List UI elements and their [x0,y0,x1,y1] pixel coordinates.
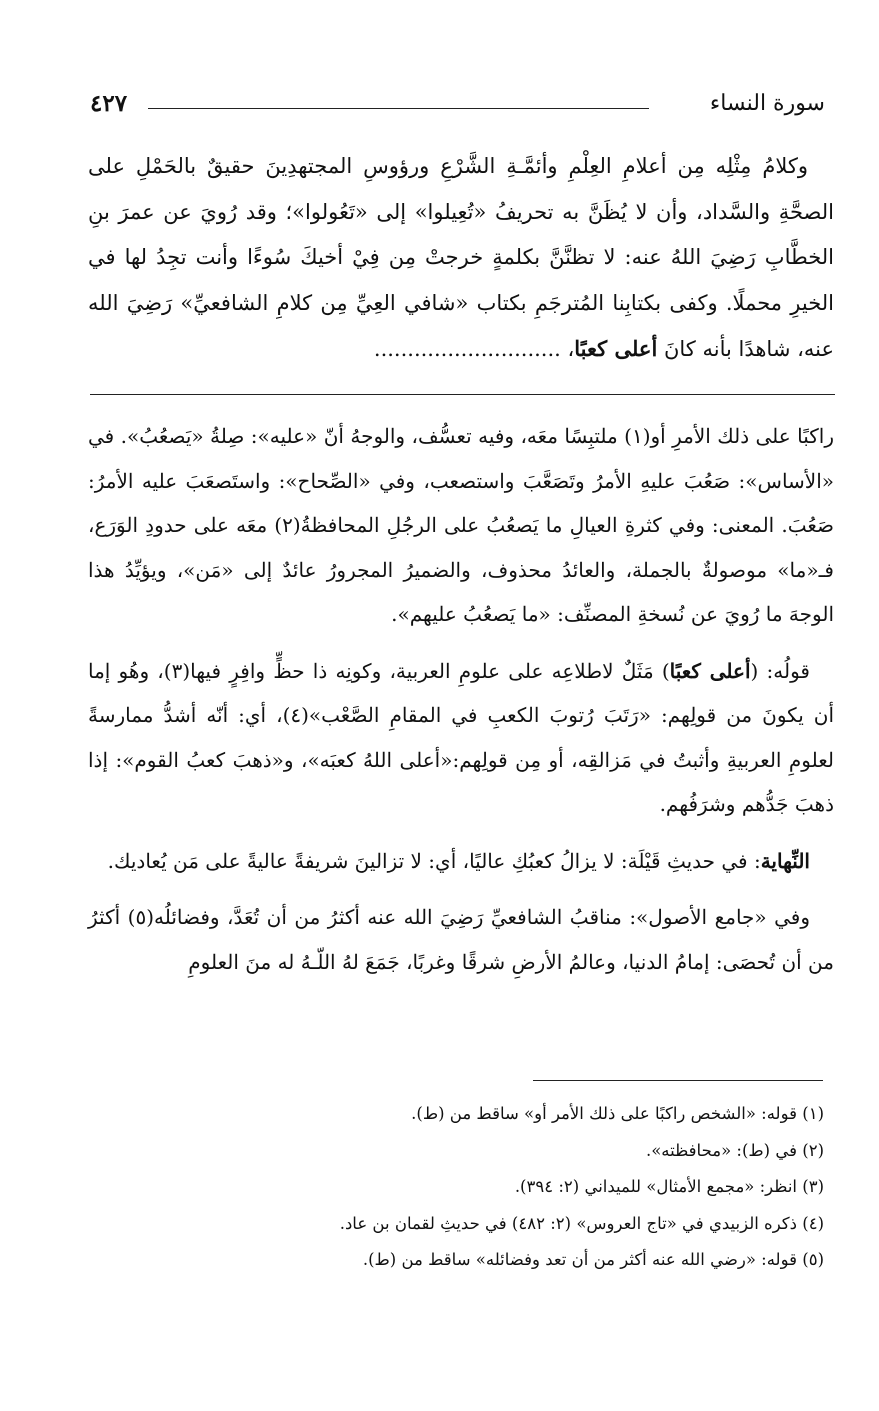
commentary-paragraph-4: وفي «جامع الأصول»: مناقبُ الشافعيِّ رَضِيَ الله عنه أكثرُ من أن تُعَدَّ، وفضائلُه(٥) أكثرُ من أن تُحصَى: إمامُ الدنيا، وعالمُ الأرضِ شرقًا وغربًا، جَمَعَ لهُ اللّـهُ له منَ العلومِ [88,905,834,974]
footnote-rule [533,1080,823,1081]
page-header [90,86,825,126]
footnote-2: (٢) في (ط): «محافظته». [645,1140,824,1160]
footnote-5: (٥) قوله: «رضي الله عنه أكثر من أن تعد وفضائله» ساقط من (ط). [362,1250,824,1269]
commentary-paragraph-2 [88,649,834,827]
footnote-1: (١) قوله: «الشخص راكبًا على ذلك الأمر أو» ساقط من (ط). [411,1104,824,1123]
main-paragraph [88,144,834,373]
footnote-4: (٤) ذكره الزبيدي في «تاج العروس» (٢: ٤٨٢) في حديثِ لقمان بن عاد. [339,1213,824,1233]
main-separator-rule [90,394,835,395]
footnote-3: (٣) انظر: «مجمع الأمثال» للميداني (٢: ٣٩٤). [514,1177,824,1196]
commentary-p2-bold: أعلى كعبًا [669,658,751,683]
surah-title: سورة النساء [709,91,825,116]
commentary-p2-lead: قولُه: ( [750,658,810,683]
footnotes [88,1096,824,1279]
header-rule [148,108,649,109]
commentary-p2-rest: ) مَثَلٌ لاطلاعِه على علومِ العربية، وكونِه ذا حظٍّ وافِرٍ فيها(٣)، وهُو إما أن يكونَ من قولِهم: «رَتَبَ رُتوبَ الكعبِ في المقامِ الصَّعْب»(٤)، أي: أنّه أشدُّ ممارسةً لعلومِ العربيةِ وأثبتُ في مَزالقِه، أو مِن قولِهم:«أعلى اللهُ كعبَه»، و«ذهبَ كعبُ القوم»: إذا ذهبَ جَدُّهم وشرَفُهم. [88,658,834,816]
main-paragraph-text: وكلامُ مِثْلِه مِن أعلامِ العِلْمِ وأئمَّـةِ الشَّرْعِ ورؤوسِ المجتهدِينَ حقيقٌ بالحَمْلِ على الصحَّةِ والسَّداد، وأن لا يُظَنَّ به تحريفُ «تُعِيلوا» إلى «تَعُولوا»؛ وقد رُويَ عن عمرَ بنِ الخطَّابِ رَضِيَ اللهُ عنه: لا تظنَّنَّ بكلمةٍ خرجتْ مِن فِيْ أخيكَ سُوءًا وأنت تجِدُ لها في الخيرِ محملًا. وكفى بكتابِنا المُترجَمِ بكتاب «شافي العِيِّ مِن كلامِ الشافعيِّ» رَضِيَ الله عنه، شاهدًا بأنه كانَ [88,154,834,361]
main-bold-phrase: أعلى كعبًا [574,336,658,361]
commentary-paragraph-1: راكبًا على ذلك الأمرِ أو(١) ملتبِسًا معَه، وفيه تعسُّف، والوجهُ أنّ «عليه»: صِلةُ «يَصعُبُ». في «الأساس»: صَعُبَ عليهِ الأمرُ وتَصَعَّبَ واستصعب، وفي «الصِّحاح»: واستَصعَبَ عليه الأمرُ: صَعُبَ. المعنى: وفي كثرةِ العيالِ ما يَصعُبُ على الرجُلِ المحافظةُ(٢) معَه على حدودِ الوَرَع، فـ«ما» موصولةٌ بالجملة، والعائدُ محذوف، والضميرُ المجرورُ عائدٌ إلى «مَن»، ويؤيِّدُ هذا الوجهَ ما رُويَ عن نُسخةِ المصنِّف: «ما يَصعُبُ عليهم». [88,424,834,626]
commentary-paragraph-3 [88,839,834,884]
commentary-p3-rest: : في حديثِ قَيْلَة: لا يزالُ كعبُكِ عاليًا، أي: لا تزالينَ شريفةً عاليةً على مَن يُعاديك. [107,848,761,873]
commentary-text [88,414,834,996]
commentary-p3-bold: النِّهاية [760,848,810,873]
page-number: ٤٢٧ [90,90,128,117]
main-text [88,144,834,373]
main-trailing-dots: ، ............................ [373,337,575,361]
